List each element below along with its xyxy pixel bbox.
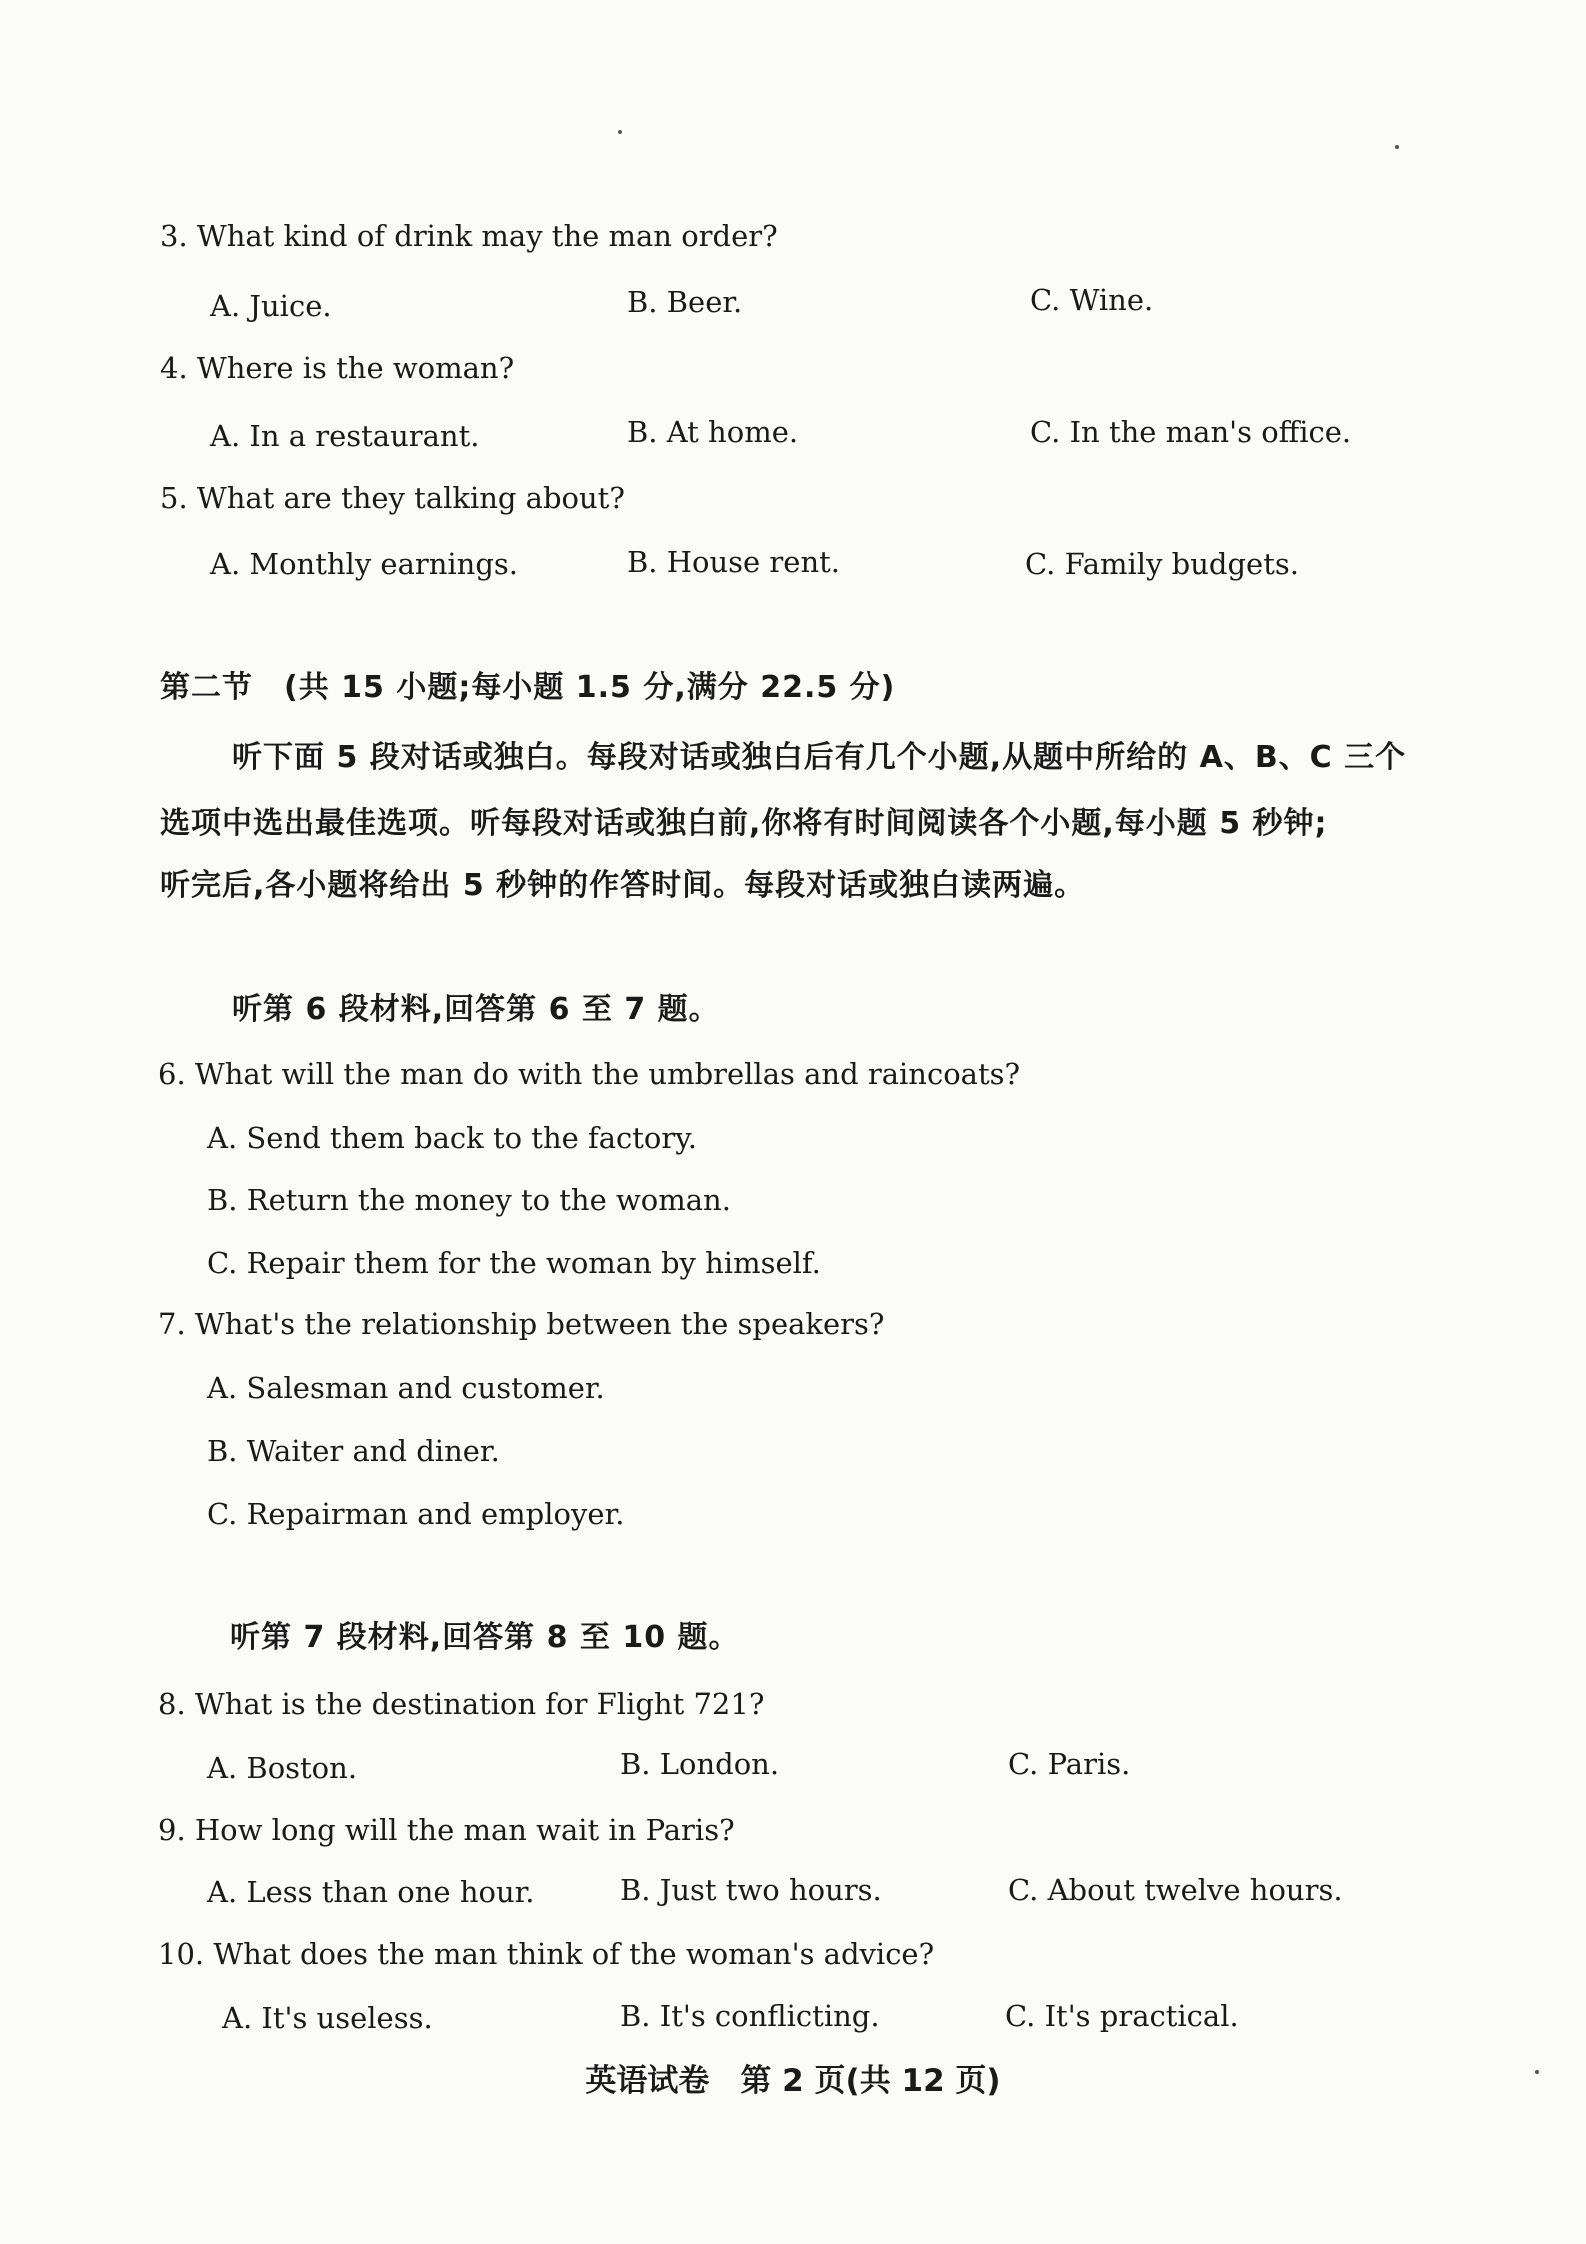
option-4a: A. In a restaurant.: [210, 419, 480, 453]
option-6b: B. Return the money to the woman.: [207, 1183, 731, 1217]
option-4c: C. In the man's office.: [1030, 415, 1352, 449]
material-7-heading: 听第 7 段材料,回答第 8 至 10 题。: [230, 1620, 740, 1655]
question-7: 7. What's the relationship between the speakers?: [158, 1307, 885, 1341]
page-footer: 英语试卷 第 2 页(共 12 页): [585, 2063, 1001, 2099]
question-8: 8. What is the destination for Flight 721?: [158, 1687, 765, 1721]
option-3b: B. Beer.: [627, 285, 743, 319]
option-5b: B. House rent.: [627, 545, 841, 579]
option-7b: B. Waiter and diner.: [207, 1434, 500, 1468]
option-10a: A. It's useless.: [222, 2001, 433, 2035]
question-10: 10. What does the man think of the woman's advice?: [158, 1937, 935, 1971]
option-5a: A. Monthly earnings.: [210, 547, 519, 581]
section-2-instructions-1: 听下面 5 段对话或独白。每段对话或独白后有几个小题,从题中所给的 A、B、C 三个: [232, 740, 1407, 775]
option-8a: A. Boston.: [207, 1751, 358, 1785]
section-2-instructions-3: 听完后,各小题将给出 5 秒钟的作答时间。每段对话或独白读两遍。: [160, 868, 1086, 903]
option-8b: B. London.: [620, 1747, 780, 1781]
question-3: 3. What kind of drink may the man order?: [160, 219, 778, 253]
question-9: 9. How long will the man wait in Paris?: [158, 1813, 735, 1847]
option-6c: C. Repair them for the woman by himself.: [207, 1246, 821, 1280]
option-4b: B. At home.: [627, 415, 799, 449]
question-4: 4. Where is the woman?: [160, 351, 515, 385]
option-9c: C. About twelve hours.: [1008, 1873, 1343, 1907]
option-10c: C. It's practical.: [1005, 1999, 1239, 2033]
option-9b: B. Just two hours.: [620, 1873, 882, 1907]
section-2-instructions-2: 选项中选出最佳选项。听每段对话或独白前,你将有时间阅读各个小题,每小题 5 秒钟;: [160, 806, 1328, 841]
option-6a: A. Send them back to the factory.: [207, 1121, 697, 1155]
material-6-heading: 听第 6 段材料,回答第 6 至 7 题。: [232, 992, 720, 1027]
option-8c: C. Paris.: [1008, 1747, 1131, 1781]
option-10b: B. It's conflicting.: [620, 1999, 880, 2033]
option-7c: C. Repairman and employer.: [207, 1497, 625, 1531]
option-7a: A. Salesman and customer.: [207, 1371, 605, 1405]
speck: [618, 130, 622, 134]
option-3c: C. Wine.: [1030, 283, 1154, 317]
speck: [1395, 145, 1399, 149]
option-9a: A. Less than one hour.: [207, 1875, 535, 1909]
option-3a: A. Juice.: [210, 289, 332, 323]
question-5: 5. What are they talking about?: [160, 481, 625, 515]
question-6: 6. What will the man do with the umbrellas and raincoats?: [158, 1057, 1021, 1091]
section-2-title: 第二节 (共 15 小题;每小题 1.5 分,满分 22.5 分): [160, 670, 896, 705]
option-5c: C. Family budgets.: [1025, 547, 1299, 581]
